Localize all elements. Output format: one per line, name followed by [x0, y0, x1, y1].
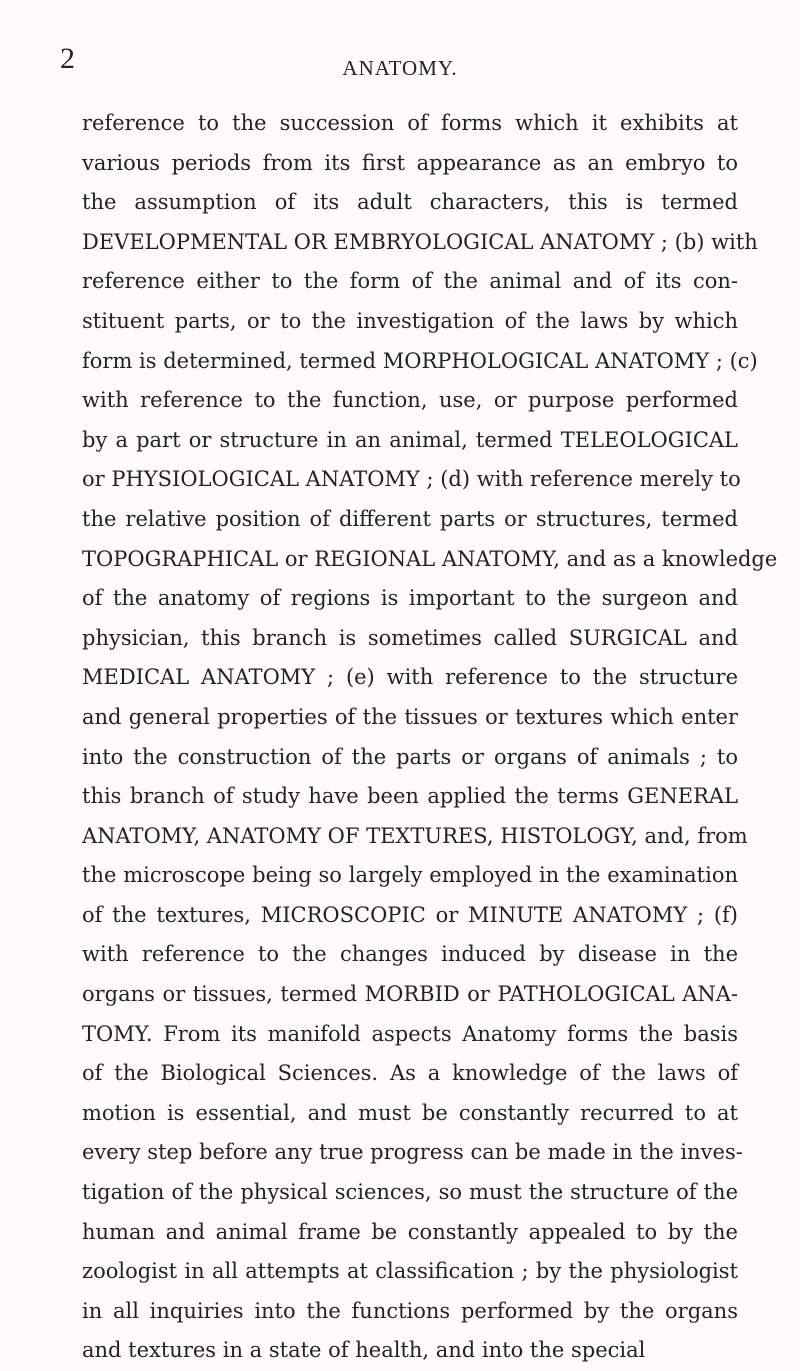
text-line: of the anatomy of regions is important to the surgeon and — [82, 586, 738, 611]
text-line: and textures in a state of health, and into the special — [82, 1338, 646, 1363]
text-line: by a part or structure in an animal, termed TELEOLOGICAL — [82, 427, 738, 452]
text-line: the assumption of its adult characters, this is termed — [82, 190, 738, 215]
text-line: ANATOMY, ANATOMY OF TEXTURES, HISTOLOGY, and, from — [82, 823, 748, 848]
text-line: DEVELOPMENTAL OR EMBRYOLOGICAL ANATOMY ; (b) with — [82, 229, 758, 254]
text-line: zoologist in all attempts at classification ; by the physiologist — [82, 1259, 738, 1284]
text-line: MEDICAL ANATOMY ; (e) with reference to the structure — [82, 665, 738, 690]
text-line: organs or tissues, termed MORBID or PATHOLOGICAL ANA- — [82, 982, 738, 1007]
text-line: with reference to the changes induced by disease in the — [82, 942, 738, 967]
text-line: TOPOGRAPHICAL or REGIONAL ANATOMY, and as a knowledge — [82, 546, 778, 571]
text-line: of the Biological Sciences. As a knowledge of the laws of — [82, 1061, 738, 1086]
text-line: the relative position of different parts or structures, termed — [82, 506, 738, 531]
text-line: and general properties of the tissues or textures which enter — [82, 704, 738, 729]
running-head: ANATOMY. — [342, 56, 458, 80]
text-line: or PHYSIOLOGICAL ANATOMY ; (d) with reference merely to — [82, 467, 741, 492]
text-line: various periods from its first appearance as an embryo to — [82, 150, 738, 175]
text-line: human and animal frame be constantly appealed to by the — [82, 1219, 738, 1244]
body-text — [82, 104, 778, 1371]
text-line: TOMY. From its manifold aspects Anatomy forms the basis — [82, 1021, 738, 1046]
text-line: stituent parts, or to the investigation of the laws by which — [82, 308, 738, 333]
text-line: reference to the succession of forms which it exhibits at — [82, 111, 738, 135]
text-line: tigation of the physical sciences, so must the structure of the — [82, 1180, 738, 1205]
text-line: the microscope being so largely employed in the examination — [82, 863, 738, 888]
text-line: of the textures, MICROSCOPIC or MINUTE ANATOMY ; (f) — [82, 902, 738, 927]
text-line: reference either to the form of the animal and of its con- — [82, 269, 738, 294]
text-line: physician, this branch is sometimes called SURGICAL and — [82, 625, 738, 650]
text-line: with reference to the function, use, or purpose performed — [82, 388, 738, 413]
text-line: into the construction of the parts or organs of animals ; to — [82, 744, 738, 769]
page-number: 2 — [60, 42, 75, 75]
text-line: this branch of study have been applied the terms GENERAL — [82, 784, 738, 809]
text-line: motion is essential, and must be constantly recurred to at — [82, 1100, 738, 1125]
text-line: every step before any true progress can be made in the inves- — [82, 1140, 743, 1165]
text-line: form is determined, termed MORPHOLOGICAL ANATOMY ; (c) — [82, 348, 758, 373]
text-line: in all inquiries into the functions performed by the organs — [82, 1298, 738, 1323]
